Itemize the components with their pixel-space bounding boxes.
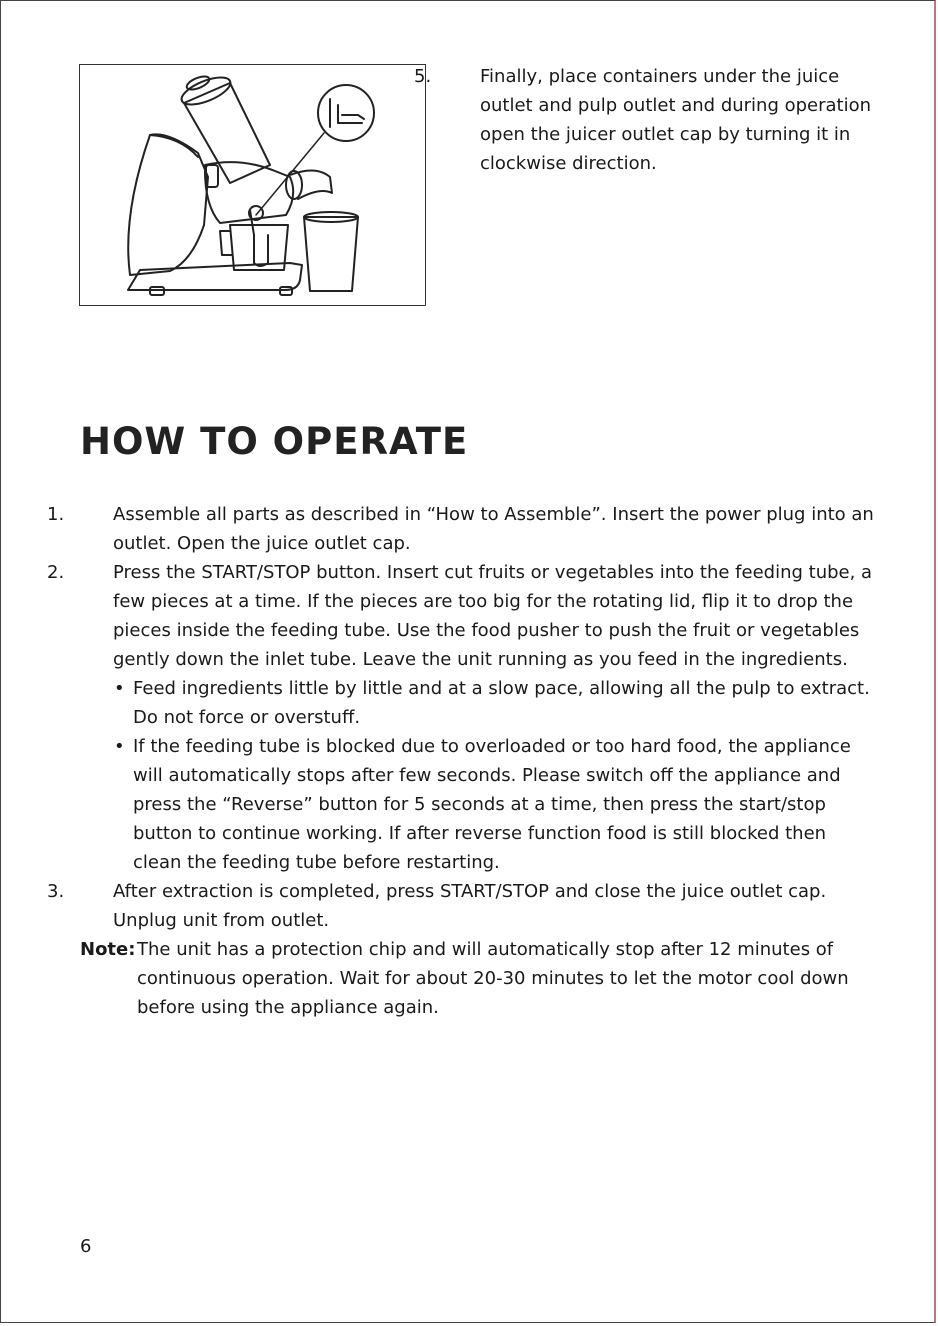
step-number: 1. xyxy=(47,504,65,525)
step-item xyxy=(47,558,880,674)
juicer-drawing xyxy=(80,65,425,305)
step-5-number: 5. xyxy=(414,66,432,87)
bullet-symbol: • xyxy=(114,678,125,699)
step-number: 3. xyxy=(47,881,65,902)
tube-lid xyxy=(178,72,234,110)
bullet-symbol: • xyxy=(114,736,125,757)
juicer-illustration xyxy=(79,64,426,306)
note-text: The unit has a protection chip and will automatically stop after 12 minutes of continuous operation. Wait for about 20-30 minutes to let the motor cool down before using the appliance again. xyxy=(137,939,849,1018)
step-text: After extraction is completed, press START/STOP and close the juice outlet cap. Unplug unit from outlet. xyxy=(113,881,827,931)
step-text: Assemble all parts as described in “How to Assemble”. Insert the power plug into an outlet. Open the juice outlet cap. xyxy=(113,504,874,554)
section-heading: HOW TO OPERATE xyxy=(80,420,469,463)
juicer-base xyxy=(128,263,302,290)
step-item xyxy=(47,877,880,935)
detail-zoom-circle xyxy=(318,85,374,141)
step-number: 2. xyxy=(47,562,65,583)
bullet-text: If the feeding tube is blocked due to overloaded or too hard food, the appliance will automatically stops after few seconds. Please switch off the appliance and press the “Reverse” button for 5 seconds at a time, then press the start/stop button to continue working. If after reverse function food is still blocked then clean the feeding tube before restarting. xyxy=(133,736,851,873)
feeding-tube xyxy=(184,83,270,183)
step-5-body: Finally, place containers under the juice outlet and pulp outlet and during operation open the juicer outlet cap by turning it in clockwise direction. xyxy=(480,66,872,174)
pointer-line xyxy=(256,133,324,215)
bullet-text: Feed ingredients little by little and at a slow pace, allowing all the pulp to extract. Do not force or overstuff. xyxy=(133,678,870,728)
pulp-cup xyxy=(304,217,358,291)
step-item xyxy=(47,500,880,558)
page-number: 6 xyxy=(80,1236,92,1257)
instructions-body xyxy=(47,500,880,1022)
pulp-outlet xyxy=(290,170,332,199)
bullet-item xyxy=(80,732,880,877)
bullet-item xyxy=(80,674,880,732)
step-5-text xyxy=(414,62,887,178)
juice-outlet xyxy=(250,210,254,235)
note-label: Note: xyxy=(80,939,136,960)
step-text: Press the START/STOP button. Insert cut fruits or vegetables into the feeding tube, a few pieces at a time. If the pieces are too big for the rotating lid, flip it to drop the pieces inside the feeding tube. Use the food pusher to push the fruit or vegetables gently down the inlet tube. Leave the unit running as you feed in the ingredients. xyxy=(113,562,873,670)
note xyxy=(80,935,880,1022)
